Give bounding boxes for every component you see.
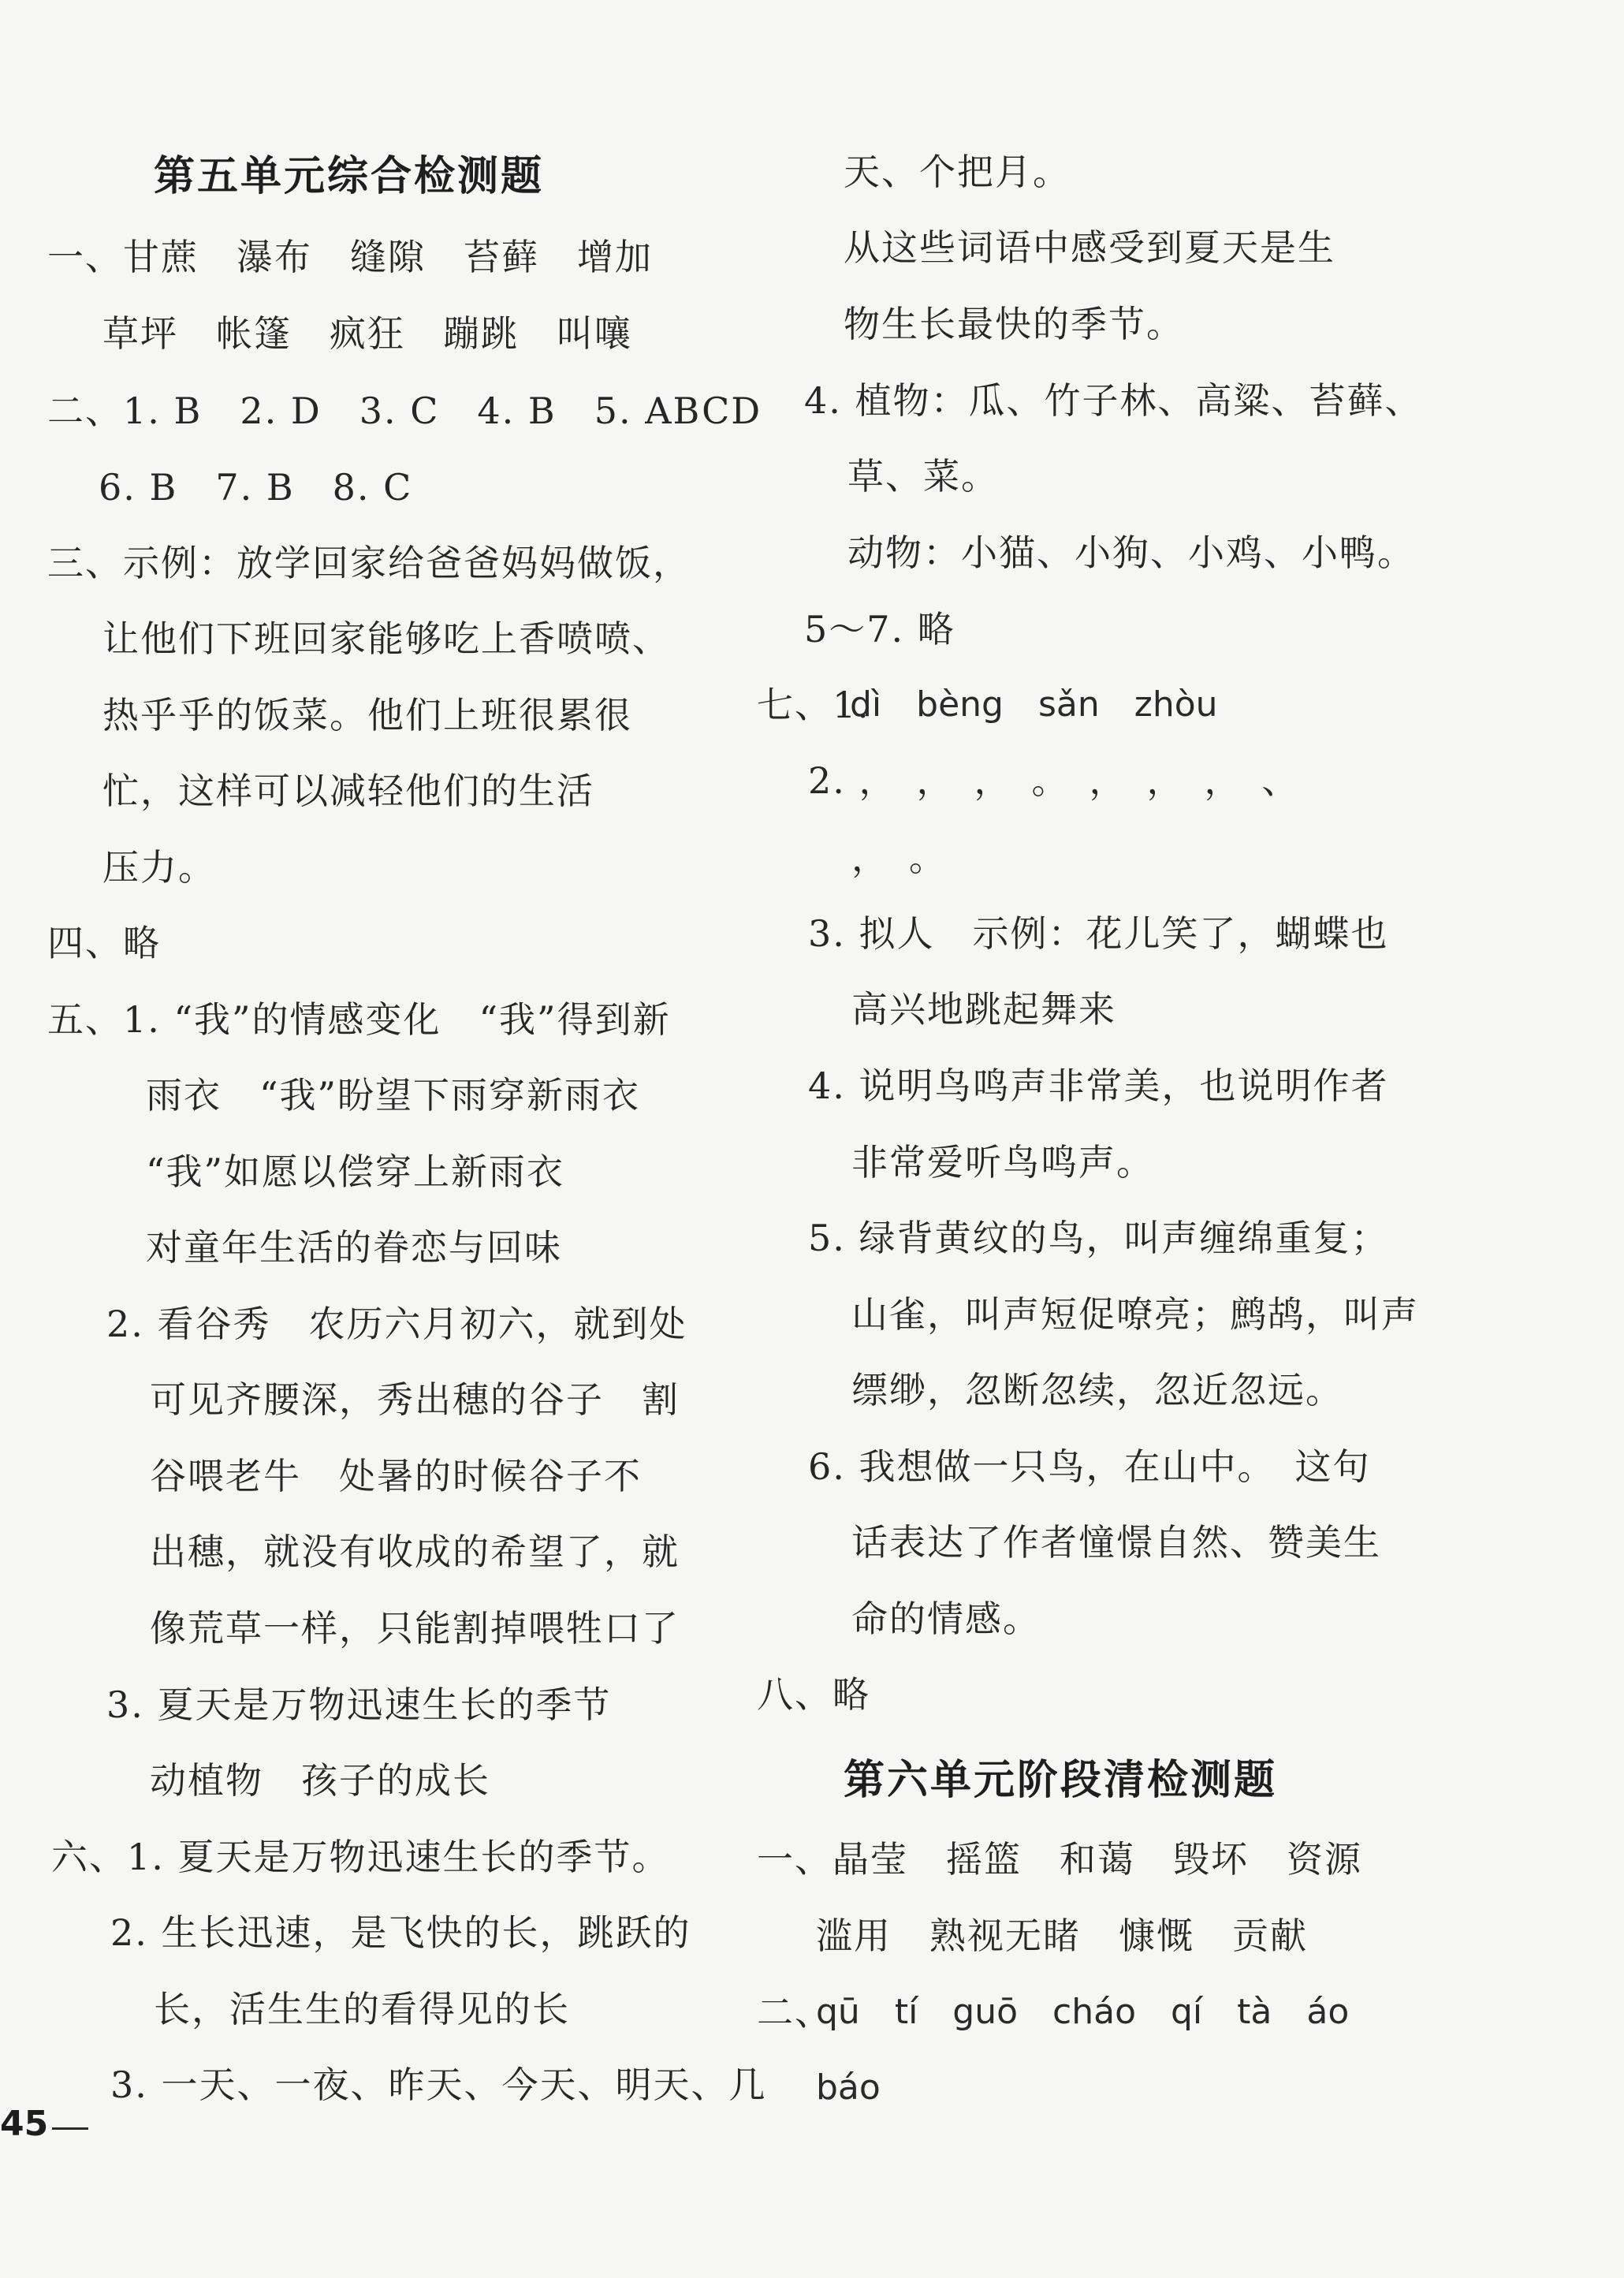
q2-label: 二、 xyxy=(757,1991,832,2034)
right-line: 话表达了作者憧憬自然、赞美生 xyxy=(851,1521,1381,1564)
left-line: 热乎乎的饭菜。他们上班很累很 xyxy=(102,694,632,736)
page-number-dash xyxy=(52,2127,88,2130)
left-line: 对童年生活的眷恋与回味 xyxy=(146,1226,562,1269)
left-line: 谷喂老牛 处暑的时候谷子不 xyxy=(150,1455,642,1497)
right-line: ， 。 xyxy=(851,837,947,879)
left-line: 五、1. “我”的情感变化 “我”得到新 xyxy=(47,998,671,1041)
page-number: 45 xyxy=(0,2104,49,2144)
right-line: 物生长最快的季节。 xyxy=(844,303,1184,345)
right-line: 5～7. 略 xyxy=(804,608,955,651)
left-line: 3. 一天、一夜、昨天、今天、明天、几 xyxy=(110,2064,767,2106)
q7-label: 七、1. xyxy=(757,684,870,726)
right-line: 滥用 熟视无睹 慷慨 贡献 xyxy=(816,1914,1308,1957)
right-line: 2. ， ， ， 。 ， ， ， 、 xyxy=(808,759,1300,802)
left-line: 3. 夏天是万物迅速生长的季节 xyxy=(106,1683,612,1726)
right-line: 天、个把月。 xyxy=(844,151,1071,193)
right-line: 从这些词语中感受到夏天是生 xyxy=(844,226,1335,269)
right-line: 非常爱听鸟鸣声。 xyxy=(851,1141,1154,1184)
left-line: 三、示例：放学回家给爸爸妈妈做饭， xyxy=(47,542,691,584)
right-line: 缥缈，忽断忽续，忽近忽远。 xyxy=(851,1369,1343,1411)
unit5-title: 第五单元综合检测题 xyxy=(154,153,545,200)
left-line: 四、略 xyxy=(47,922,161,964)
left-line: 一、甘蔗 瀑布 缝隙 苔藓 增加 xyxy=(47,236,653,278)
left-line: 2. 生长迅速，是飞快的长，跳跃的 xyxy=(110,1911,691,1954)
q2-pinyin-cont: báo xyxy=(816,2067,881,2108)
left-line: 二、1. B 2. D 3. C 4. B 5. ABCD xyxy=(47,390,762,432)
q7-pinyin: dì bèng sǎn zhòu xyxy=(850,684,1218,725)
left-line: 忙，这样可以减轻他们的生活 xyxy=(102,770,594,812)
right-line: 草、菜。 xyxy=(847,455,999,498)
unit6-title: 第六单元阶段清检测题 xyxy=(844,1757,1278,1804)
right-line: 6. 我想做一只鸟，在山中。 这句 xyxy=(808,1445,1371,1488)
left-line: 2. 看谷秀 农历六月初六，就到处 xyxy=(106,1303,687,1345)
q2-pinyin: qū tí guō cháo qí tà áo xyxy=(816,1992,1350,2032)
left-line: 像荒草一样，只能割掉喂牲口了 xyxy=(150,1607,680,1650)
left-line: 压力。 xyxy=(102,846,216,889)
left-line: 让他们下班回家能够吃上香喷喷、 xyxy=(102,617,670,660)
right-line: 高兴地跳起舞来 xyxy=(851,988,1116,1031)
right-line: 动物：小猫、小狗、小鸡、小鸭。 xyxy=(847,531,1415,574)
right-line: 5. 绿背黄纹的鸟，叫声缠绵重复； xyxy=(808,1217,1389,1259)
left-line: 出穗，就没有收成的希望了，就 xyxy=(150,1530,680,1573)
right-line: 命的情感。 xyxy=(851,1598,1041,1640)
left-line: 雨衣 “我”盼望下雨穿新雨衣 xyxy=(146,1074,641,1117)
right-line: 4. 说明鸟鸣声非常美，也说明作者 xyxy=(808,1064,1389,1107)
left-line: 草坪 帐篷 疯狂 蹦跳 叫嚷 xyxy=(102,312,632,355)
left-line: “我”如愿以偿穿上新雨衣 xyxy=(146,1150,565,1193)
right-line: 4. 植物：瓜、竹子林、高粱、苔藓、 xyxy=(804,379,1423,422)
left-line: 6. B 7. B 8. C xyxy=(99,466,413,509)
right-line: 山雀，叫声短促嘹亮；鹧鸪，叫声 xyxy=(851,1293,1419,1336)
right-line: 一、晶莹 摇篮 和蔼 毁坏 资源 xyxy=(757,1838,1362,1881)
left-line: 长，活生生的看得见的长 xyxy=(154,1988,570,2030)
left-line: 六、1. 夏天是万物迅速生长的季节。 xyxy=(51,1836,670,1878)
left-line: 可见齐腰深，秀出穗的谷子 割 xyxy=(150,1378,680,1421)
left-line: 动植物 孩子的成长 xyxy=(150,1759,490,1802)
right-line: 3. 拟人 示例：花儿笑了，蝴蝶也 xyxy=(808,912,1389,955)
right-line: 八、略 xyxy=(757,1673,870,1716)
